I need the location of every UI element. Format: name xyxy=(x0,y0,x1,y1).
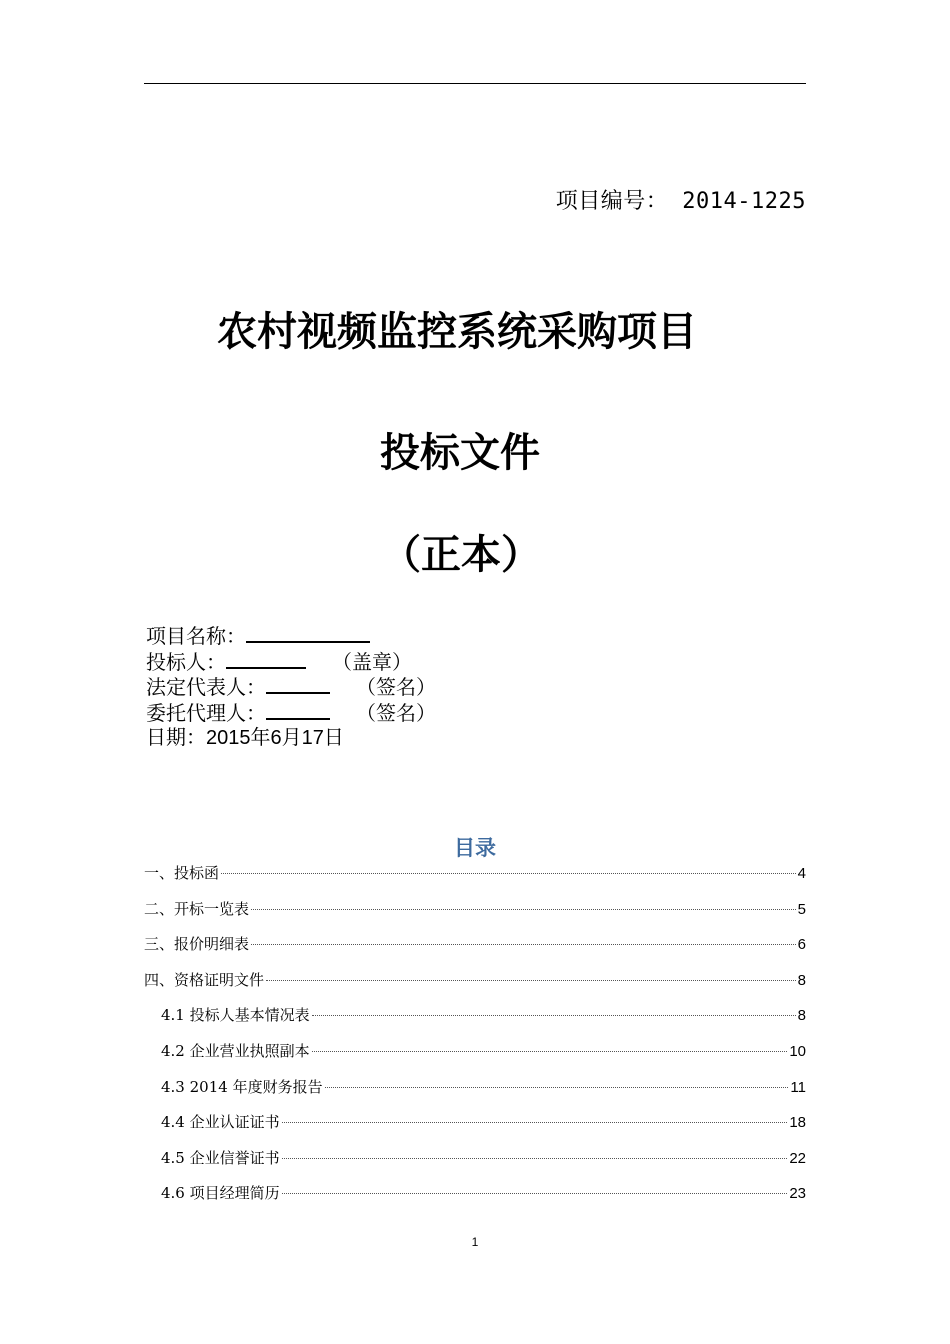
legal-rep-label: 法定代表人： xyxy=(146,675,266,699)
toc-subentry[interactable] xyxy=(144,1111,806,1147)
toc-leader xyxy=(282,1158,788,1159)
toc-entry-page: 22 xyxy=(789,1149,806,1167)
toc-entry-page: 4 xyxy=(797,865,806,882)
agent-line xyxy=(146,700,436,726)
toc-leader xyxy=(251,909,796,910)
toc-entry-label: 二、开标一览表 xyxy=(144,899,250,918)
header-rule xyxy=(144,83,806,84)
toc-entry-label: 4.1 投标人基本情况表 xyxy=(161,1006,310,1025)
page-number: 1 xyxy=(471,1235,479,1249)
toc-entry-page: 11 xyxy=(790,1078,806,1096)
table-of-contents xyxy=(144,862,806,1218)
toc-entry-page: 5 xyxy=(797,900,806,918)
toc-entry-page: 23 xyxy=(789,1185,806,1203)
toc-entry-label: 四、资格证明文件 xyxy=(144,970,265,989)
agent-blank xyxy=(266,700,330,720)
bid-info-block xyxy=(146,623,436,751)
date-month: 6 xyxy=(270,727,282,749)
legal-rep-line xyxy=(146,674,436,700)
copy-type: （正本） xyxy=(381,531,541,578)
toc-entry-page: 18 xyxy=(789,1114,806,1132)
document-type: 投标文件 xyxy=(380,429,540,476)
toc-subentry[interactable] xyxy=(144,1076,806,1112)
toc-entry-page: 6 xyxy=(797,936,806,954)
toc-subentry[interactable] xyxy=(144,1040,806,1076)
toc-entry[interactable] xyxy=(144,898,806,934)
document-title: 农村视频监控系统采购项目 xyxy=(217,308,697,355)
project-number xyxy=(556,184,806,215)
bidder-blank xyxy=(226,649,306,669)
toc-entry[interactable] xyxy=(144,862,806,898)
toc-subentry[interactable] xyxy=(144,1004,806,1040)
toc-entry-page: 8 xyxy=(797,971,806,989)
project-number-label: 项目编号： xyxy=(555,189,669,214)
date-day-unit: 日 xyxy=(323,725,344,749)
date-month-unit: 月 xyxy=(281,725,302,749)
toc-entry-label: 4.2 企业营业执照副本 xyxy=(161,1041,310,1060)
date-year-unit: 年 xyxy=(250,725,271,749)
date-day: 17 xyxy=(301,727,324,749)
bidder-seal-note: （盖章） xyxy=(332,649,412,674)
project-number-value: 2014-1225 xyxy=(682,189,806,214)
toc-leader xyxy=(221,873,796,874)
toc-entry-label: 一、投标函 xyxy=(144,864,220,882)
toc-leader xyxy=(312,1015,796,1016)
toc-entry-label: 三、报价明细表 xyxy=(144,935,250,954)
bidder-line xyxy=(146,649,436,675)
toc-title: 目录 xyxy=(454,835,496,860)
toc-entry-label: 4.5 企业信誉证书 xyxy=(161,1148,280,1167)
toc-entry[interactable] xyxy=(144,969,806,1005)
toc-subentry[interactable] xyxy=(144,1147,806,1183)
project-name-blank xyxy=(246,623,370,643)
toc-entry-label: 4.4 企业认证证书 xyxy=(161,1113,280,1132)
legal-rep-blank xyxy=(266,674,330,694)
toc-entry-page: 10 xyxy=(789,1042,806,1060)
toc-entry-label: 4.3 2014 年度财务报告 xyxy=(161,1077,323,1096)
toc-leader xyxy=(325,1087,789,1088)
date-line xyxy=(146,725,436,751)
toc-leader xyxy=(312,1051,788,1052)
agent-label: 委托代理人： xyxy=(146,700,266,725)
project-name-label: 项目名称： xyxy=(146,624,246,648)
agent-sign-note: （签名） xyxy=(356,700,436,725)
bidder-label: 投标人： xyxy=(146,649,226,674)
toc-entry[interactable] xyxy=(144,933,806,969)
date-label: 日期： xyxy=(146,725,206,749)
project-name-line xyxy=(146,623,436,649)
legal-rep-sign-note: （签名） xyxy=(356,675,436,699)
toc-leader xyxy=(266,980,796,981)
toc-entry-label: 4.6 项目经理简历 xyxy=(161,1184,280,1203)
toc-subentry[interactable] xyxy=(144,1182,806,1218)
date-year: 2015 xyxy=(206,727,251,749)
toc-entry-page: 8 xyxy=(797,1007,806,1025)
toc-leader xyxy=(282,1122,788,1123)
toc-leader xyxy=(282,1193,788,1194)
toc-leader xyxy=(251,944,796,945)
